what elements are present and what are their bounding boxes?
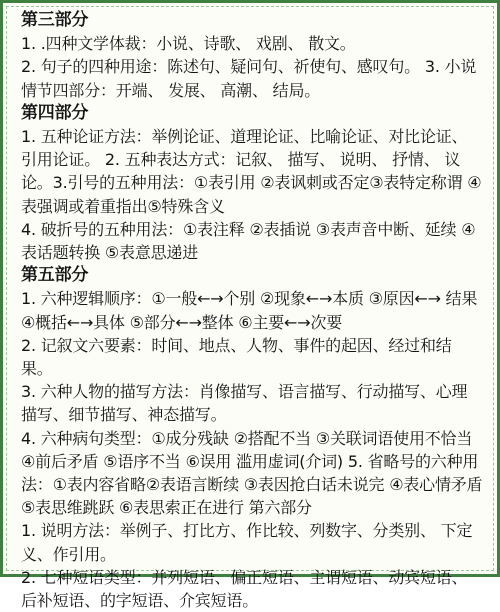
section-5-paragraph-2: 2. 记叙文六要素：时间、地点、人物、事件的起因、经过和结果。 <box>21 335 452 379</box>
section-5-paragraph-3: 3. 六种人物的描写方法：肖像描写、语言描写、行动描写、心理描写、细节描写、神态描写。 <box>21 382 468 425</box>
section-5-paragraph-4: 4. 六种病句类型：①成分残缺 ②搭配不当 ③关联词语使用不恰当 ④前后矛盾 ⑤语序不当 ⑥误用 滥用虚词(介词) 5. 省略号的六种用法：①表内容省略②表语言断续 ③表因抢白话未说完 ④表心情矛盾 ⑤表思维跳跃 ⑥表思索正在进行 第六部分 <box>21 428 488 518</box>
section-3-paragraph-1: 1. .四种文学体裁：小说、诗歌、 戏剧、 散文。 <box>21 34 356 54</box>
section-3-heading: 第三部分 <box>21 10 89 30</box>
section-4-heading: 第四部分 <box>21 102 89 123</box>
section-4-paragraph-1: 1. 五种论证方法：举例论证、道理论证、比喻论证、对比论证、引用论证。 2. 五种表达方式：记叙、 描写、 说明、 抒情、 议论。3.引号的五种用法：①表引用 ②表讽刺或否定③表特定称谓 ④表强调或着重指出⑤特殊含义 <box>21 127 482 216</box>
section-5-paragraph-6: 2. 七种短语类型：并列短语、偏正短语、主谓短语、动宾短语、后补短语、的字短语、介宾短语。 <box>21 567 468 611</box>
section-4-paragraph-2: 4. 破折号的五种用法：①表注释 ②表插说 ③表声音中断、延续 ④表话题转换 ⑤表意思递进 <box>21 219 476 263</box>
section-5-heading: 第五部分 <box>21 265 89 286</box>
document-body <box>21 9 488 612</box>
section-5-paragraph-1: 1. 六种逻辑顺序：①一般←→个别 ②现象←→本质 ③原因←→ 结果④概括←→具体 ⑤部分←→整体 ⑥主要←→次要 <box>21 289 478 332</box>
section-3-paragraph-2: 2. 句子的四种用途：陈述句、疑问句、祈使句、感叹句。 3. 小说情节四部分：开端、 发展、 高潮、 结局。 <box>21 57 477 100</box>
section-5-paragraph-5: 1. 说明方法：举例子、打比方、作比较、列数字、分类别、 下定义、作引用。 <box>21 521 473 564</box>
